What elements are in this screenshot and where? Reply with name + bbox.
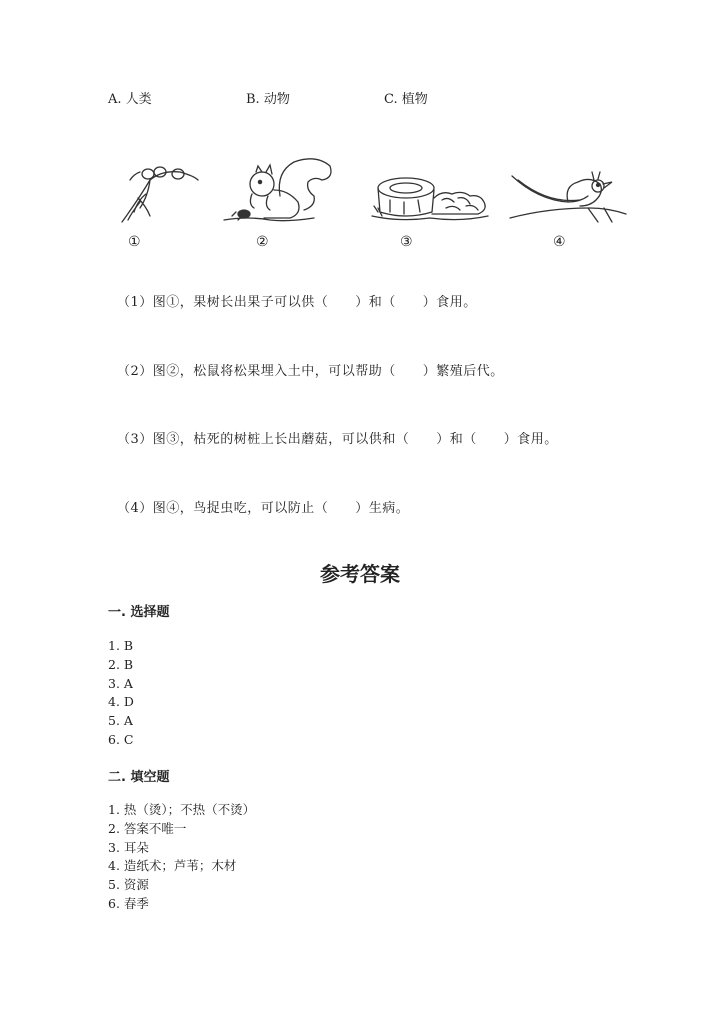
option-b: B. 动物 [246, 92, 290, 107]
list-item: 3. A [108, 675, 133, 691]
tree-stump-icon [370, 150, 490, 230]
answer-list-choice [108, 637, 134, 750]
answer-list-fill [108, 801, 255, 914]
question-2: （2）图②，松鼠将松果埋入土中，可以帮助（ ）繁殖后代。 [117, 364, 504, 379]
question-1: （1）图①，果树长出果子可以供（ ）和（ ）食用。 [117, 295, 477, 310]
bird-icon [508, 150, 628, 230]
list-item: 1. 热（烫）；不热（不烫） [108, 802, 256, 817]
list-item: 2. 答案不唯一 [108, 820, 187, 836]
answer-key-title: 参考答案 [320, 562, 400, 586]
picture-label-1: ① [128, 234, 141, 250]
list-item: 4. 造纸术；芦苇；木材 [108, 858, 237, 874]
picture-label-4: ④ [553, 234, 566, 250]
squirrel-icon [218, 150, 338, 230]
list-item: 4. D [108, 694, 134, 710]
option-c: C. 植物 [384, 92, 428, 107]
question-4: （4）图④，鸟捉虫吃，可以防止（ ）生病。 [117, 501, 410, 516]
list-item: 5. A [108, 713, 133, 729]
list-item: 5. 资源 [108, 877, 149, 893]
question-3: （3）图③，枯死的树桩上长出蘑菇，可以供和（ ）和（ ）食用。 [117, 432, 558, 447]
list-item: 6. 春季 [108, 895, 149, 911]
list-item: 3. 耳朵 [108, 839, 149, 855]
option-a: A. 人类 [108, 92, 152, 107]
fruit-branch-icon [110, 150, 230, 230]
list-item: 2. B [108, 656, 134, 672]
picture-label-2: ② [256, 234, 269, 250]
section-heading-choice: 一. 选择题 [108, 605, 170, 620]
section-heading-fill: 二. 填空题 [108, 770, 170, 785]
list-item: 6. C [108, 731, 134, 747]
list-item: 1. B [108, 638, 134, 653]
picture-label-3: ③ [400, 234, 413, 250]
